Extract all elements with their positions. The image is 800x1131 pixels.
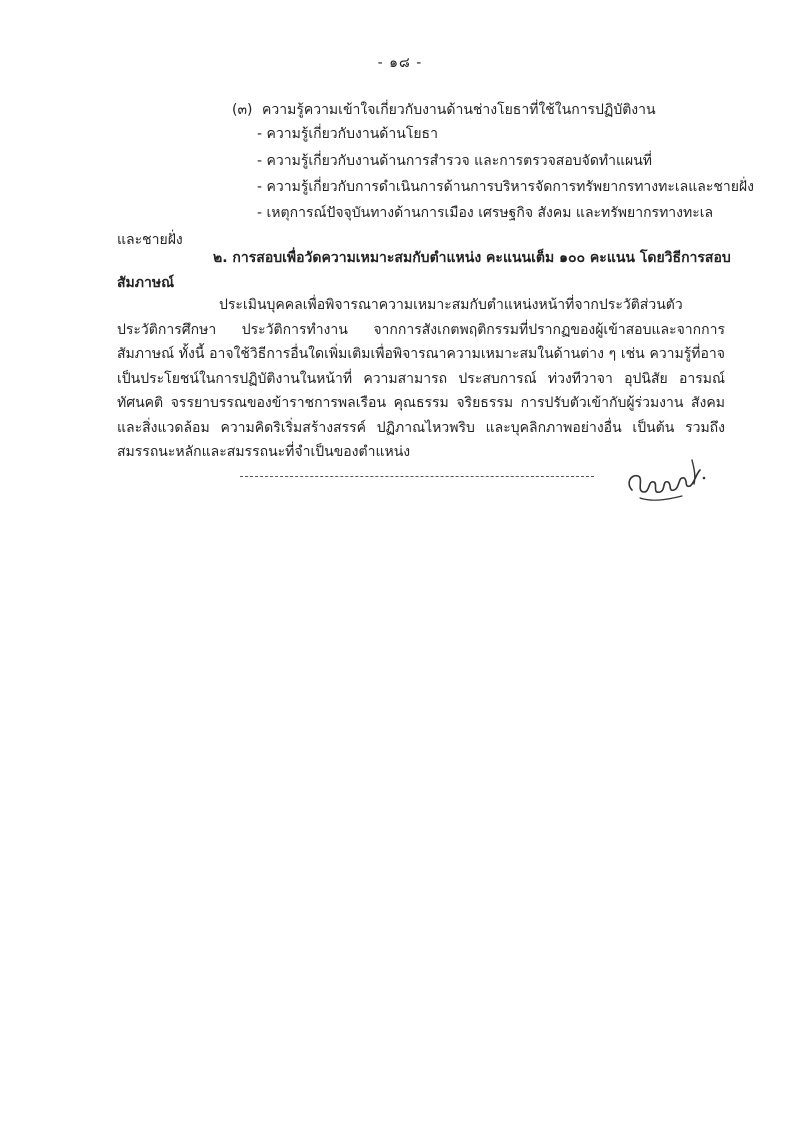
signature-icon xyxy=(622,448,712,508)
section-3-heading xyxy=(232,100,656,120)
section-3-heading-text: ความรู้ความเข้าใจเกี่ยวกับงานด้านช่างโยธาที่ใช้ในการปฏิบัติงาน xyxy=(262,102,656,118)
section-2-heading-continuation: สัมภาษณ์ xyxy=(117,275,175,291)
section-3-number: (๓) xyxy=(232,102,253,118)
section-3-item-2: - ความรู้เกี่ยวกับงานด้านการสำรวจ และการตรวจสอบจัดทำแผนที่ xyxy=(257,153,653,169)
section-3-item-3: - ความรู้เกี่ยวกับการดำเนินการด้านการบริหารจัดการทรัพยากรทางทะเลและชายฝั่ง xyxy=(257,179,754,195)
section-3-item-4-continuation: และชายฝั่ง xyxy=(117,232,183,248)
section-2-paragraph: ประเมินบุคคลเพื่อพิจารณาความเหมาะสมกับตำแหน่งหน้าที่จากประวัติส่วนตัว ประวัติการศึกษา ประวัติการทำงาน จากการสังเกตพฤติกรรมที่ปรากฏของผู้เข้าสอบและจากการสัมภาษณ์ ทั้งนี้ อาจใช้วิธีการอื่นใดเพิ่มเติมเพื่อพิจารณาความเหมาะสมในด้านต่าง ๆ เช่น ความรู้ที่อาจเป็นประโยชน์ในการปฏิบัติงานในหน้าที่ ความสามารถ ประสบการณ์ ท่วงทีวาจา อุปนิสัย อารมณ์ ทัศนคติ จรรยาบรรณของข้าราชการพลเรือน คุณธรรม จริยธรรม การปรับตัวเข้ากับผู้ร่วมงาน สังคมและสิ่งแวดล้อม ความคิดริเริ่มสร้างสรรค์ ปฏิภาณไหวพริบ และบุคลิกภาพอย่างอื่น เป็นต้น รวมถึงสมรรถนะหลักและสมรรถนะที่จำเป็นของตำแหน่ง xyxy=(117,297,725,460)
page-number: - ๑๘ - xyxy=(377,55,423,71)
section-3-item-1: - ความรู้เกี่ยวกับงานด้านโยธา xyxy=(257,126,438,142)
end-divider xyxy=(240,476,594,477)
section-3-item-4: - เหตุการณ์ปัจจุบันทางด้านการเมือง เศรษฐกิจ สังคม และทรัพยากรทางทะเล xyxy=(257,205,714,221)
section-2-heading: ๒. การสอบเพื่อวัดความเหมาะสมกับตำแหน่ง คะแนนเต็ม ๑๐๐ คะแนน โดยวิธีการสอบ xyxy=(213,250,731,266)
